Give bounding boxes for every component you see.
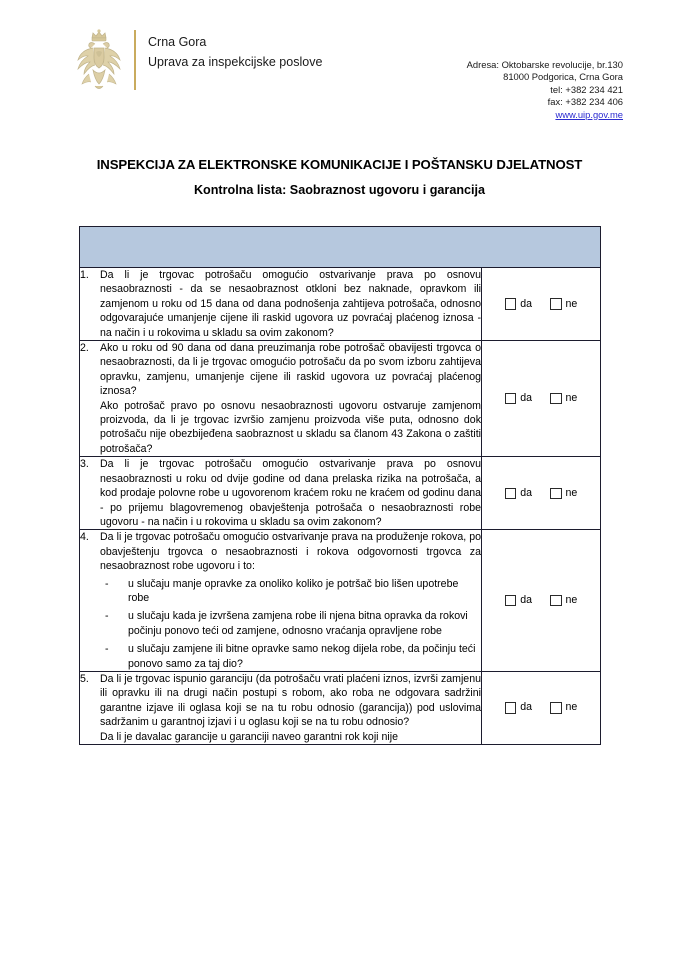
question-text: Da li je trgovac potrošaču omogućio ostvarivanje prava po osnovu nesaobraznosti - da se nesaobraznost otkloni bez naknade, opravkom ili zamjenom u roku od 15 dana od dana podnošenja zahtijeva potrošača, odnosno odgovarajuće umanjenje cijene ili raskid ugovora uz povraćaj plaćenog iznosa - na način i u rokovima u skladu sa ovim zakonom?	[100, 269, 481, 339]
sub-item-text: u slučaju zamjene ili bitne opravke samo nekog dijela robe, da počinju teći ponovo samo za taj dio?	[128, 643, 476, 670]
question-cell	[80, 268, 482, 341]
answer-option-no[interactable]	[550, 701, 577, 714]
checkbox-no[interactable]	[550, 702, 562, 714]
sub-item-marker: -	[105, 610, 109, 623]
list-item	[100, 577, 481, 606]
sub-item-marker: -	[105, 643, 109, 656]
answer-option-no[interactable]	[550, 594, 577, 607]
title-block	[0, 155, 679, 200]
question-body	[100, 268, 481, 340]
answer-cell	[482, 341, 601, 457]
answer-option-no[interactable]	[550, 298, 577, 311]
table-row	[80, 457, 601, 530]
answer-option-yes[interactable]	[505, 701, 532, 714]
question-number: 5.	[80, 672, 89, 685]
question-text: Da li je trgovac potrošaču omogućio ostvarivanje prava po osnovu nesaobraznosti u roku od dvije godine od dana prelaska rizika na potrošača, a kod prodaje polovne robe u ugovorenom kraćem roku ne kraćem od godinu dana - po prijemu blagovremenog obavještenja potrošača o nesaobraznosti robe ugovoru - na način i u rokovima u skladu sa ovim zakonom?	[100, 458, 481, 528]
answer-label-no: ne	[565, 297, 578, 310]
address-tel: tel: +382 234 421	[550, 83, 623, 95]
question-cell	[80, 671, 482, 744]
table-row	[80, 671, 601, 744]
sub-item-text: u slučaju kada je izvršena zamjena robe ili njena bitna opravka da rokovi počinju ponovo teći od zamjene, odnosno vraćanja opravljene robe	[128, 610, 468, 637]
question-body	[100, 341, 481, 456]
answer-label-no: ne	[565, 392, 578, 405]
checkbox-no[interactable]	[550, 393, 562, 405]
montenegro-coat-of-arms-icon	[73, 28, 125, 98]
question-cell	[80, 530, 482, 672]
address-street: Adresa: Oktobarske revolucije, br.130	[466, 59, 623, 70]
list-item	[100, 609, 481, 638]
question-text: Ako u roku od 90 dana od dana preuzimanja robe potrošač obavijesti trgovca o nesaobraznosti, da li je trgovac omogućio potrošaču da po svom izboru zahtijeva opravku, zamjenu, umanjenje cijene ili raskid ugovora uz povraćaj plaćenog iznosa?	[100, 342, 481, 398]
answer-label-yes: da	[520, 486, 532, 499]
table-row	[80, 341, 601, 457]
question-text: Da li je trgovac potrošaču omogućio ostvarivanje prava na produženje rokova, po obavještenju trgovca o nesaobraznosti i rokova odgovornosti trgovca za nesaobraznost robe ugovoru i to:	[100, 531, 481, 573]
answer-option-yes[interactable]	[505, 298, 532, 311]
question-cell	[80, 341, 482, 457]
question-number: 4.	[80, 531, 89, 544]
address-city: 81000 Podgorica, Crna Gora	[503, 71, 623, 83]
answer-cell	[482, 671, 601, 744]
answer-option-yes[interactable]	[505, 487, 532, 500]
answer-label-no: ne	[565, 594, 578, 607]
sub-item-marker: -	[105, 577, 109, 590]
checkbox-no[interactable]	[550, 595, 562, 607]
checkbox-no[interactable]	[550, 488, 562, 500]
question-text: Da li je davalac garancije u garanciji naveo garantni rok koji nije	[100, 730, 398, 743]
question-body	[100, 457, 481, 529]
answer-option-no[interactable]	[550, 392, 577, 405]
table-header-bar	[80, 227, 601, 268]
answer-cell	[482, 268, 601, 341]
table-row	[80, 530, 601, 672]
answer-cell	[482, 457, 601, 530]
answer-label-yes: da	[520, 701, 532, 714]
question-text: Ako potrošač pravo po osnovu nesaobraznosti ugovoru ostvaruje zamjenom proizvoda, da li je trgovac izvršio zamjenu proizvoda više puta, odnosno dok potrošaču nije obezbijeđena saobraznost u skladu sa članom 43 Zakona o zaštiti potrošača?	[100, 399, 481, 455]
checkbox-yes[interactable]	[505, 298, 517, 310]
answer-option-yes[interactable]	[505, 594, 532, 607]
answer-cell	[482, 530, 601, 672]
page-subtitle: Kontrolna lista: Saobraznost ugovoru i garancija	[193, 183, 486, 197]
emblem-container	[70, 26, 128, 98]
answer-label-yes: da	[520, 297, 532, 310]
answer-label-yes: da	[520, 392, 532, 405]
question-cell	[80, 457, 482, 530]
country-name: Crna Gora	[148, 35, 207, 49]
question-body	[100, 672, 481, 744]
page-title: INSPEKCIJA ZA ELEKTRONSKE KOMUNIKACIJE I POŠTANSKU DJELATNOST	[96, 157, 583, 172]
question-number: 1.	[80, 269, 89, 281]
list-item	[100, 642, 481, 671]
table-row	[80, 268, 601, 341]
checkbox-no[interactable]	[550, 298, 562, 310]
question-text: Da li je trgovac ispunio garanciju (da potrošaču vrati plaćeni iznos, izvrši zamjenu ili opravku ili na drugi način postupi s robom, ako roba ne odgovara sadržini garantne izjave ili oglasa koji se na tu robu odnosio (garancija)) pod uslovima sadržanim u garantnoj izjavi i u oglasu koji se na tu robu odnosio?	[100, 672, 481, 729]
website-link[interactable]: www.uip.gov.me	[555, 108, 623, 120]
question-sub-list	[100, 577, 481, 671]
sub-item-text: u slučaju manje opravke za onoliko koliko je potršač bio lišen upotrebe robe	[128, 577, 459, 604]
address-block	[467, 26, 623, 121]
checklist-table	[79, 226, 601, 745]
answer-label-no: ne	[565, 701, 578, 714]
agency-name: Uprava za inspekcijske poslove	[148, 55, 323, 69]
question-body	[100, 530, 481, 671]
checkbox-yes[interactable]	[505, 488, 517, 500]
question-number: 2.	[80, 342, 89, 355]
address-fax: fax: +382 234 406	[547, 96, 623, 108]
answer-option-yes[interactable]	[505, 392, 532, 405]
answer-option-no[interactable]	[550, 487, 577, 500]
checkbox-yes[interactable]	[505, 393, 517, 405]
organization-names	[136, 26, 322, 72]
checkbox-yes[interactable]	[505, 702, 517, 714]
document-header	[0, 0, 679, 120]
answer-label-no: ne	[565, 486, 578, 499]
checkbox-yes[interactable]	[505, 595, 517, 607]
table-header-row	[80, 227, 601, 268]
checklist-table-container	[79, 226, 600, 745]
question-number: 3.	[80, 458, 89, 471]
answer-label-yes: da	[520, 594, 532, 607]
